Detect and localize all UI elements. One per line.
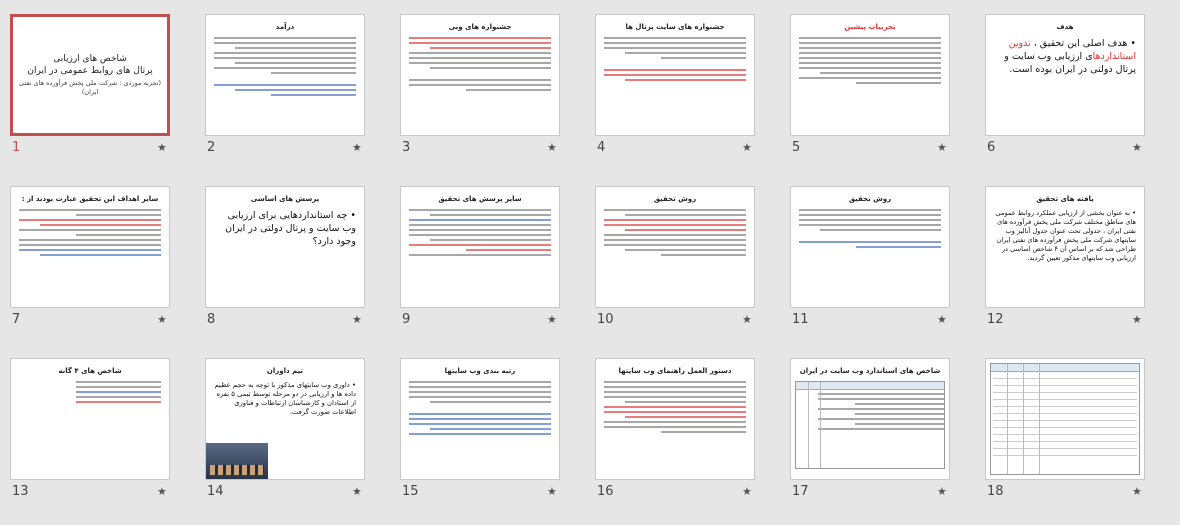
- star-icon: ★: [352, 485, 362, 498]
- analysis-table: [990, 363, 1140, 475]
- slide-cell[interactable]: [975, 172, 1142, 330]
- slide-number: 18: [987, 484, 1004, 499]
- star-icon: ★: [742, 141, 752, 154]
- star-icon: ★: [352, 313, 362, 326]
- slide-thumbnail-6[interactable]: [985, 14, 1145, 136]
- slide-title: هدف: [1056, 23, 1074, 31]
- cover-note: (تجربه موردی : شرکت ملی پخش فرآورده های نفتی ایران): [18, 78, 161, 96]
- slide-number: 16: [597, 484, 614, 499]
- star-icon: ★: [1132, 485, 1142, 498]
- slide-thumbnail-10[interactable]: [595, 186, 755, 308]
- slide-body: • داوری وب سایتهای مذکور با توجه به حجم عظیم داده ها و ارزیابی در دو مرحله توسط تیمی ۵ نفره از استادان و کارشناسان ارتباطات و فناوری اطلاعات صورت گرفت.: [214, 381, 356, 416]
- slide-thumbnail-13[interactable]: [10, 358, 170, 480]
- slide-thumbnail-16[interactable]: [595, 358, 755, 480]
- slide-thumbnail-14[interactable]: [205, 358, 365, 480]
- slide-title: روش تحقیق: [653, 195, 697, 203]
- star-icon: ★: [1132, 141, 1142, 154]
- slide-cell[interactable]: [390, 172, 557, 330]
- slide-number: 6: [987, 140, 996, 155]
- slide-thumbnail-8[interactable]: [205, 186, 365, 308]
- slide-cell[interactable]: [585, 0, 752, 158]
- slide-title: تجربیات پیشین: [844, 23, 896, 31]
- slide-cell[interactable]: [390, 344, 557, 502]
- slide-cell[interactable]: [780, 344, 947, 502]
- slide-thumbnail-12[interactable]: [985, 186, 1145, 308]
- star-icon: ★: [157, 313, 167, 326]
- slide-title: سایر اهداف این تحقیق عبارت بودند از :: [21, 195, 159, 203]
- slide-cell[interactable]: [195, 172, 362, 330]
- slide-title: درآمد: [275, 23, 295, 31]
- slide-thumbnail-5[interactable]: [790, 14, 950, 136]
- star-icon: ★: [937, 313, 947, 326]
- standards-table: [795, 381, 945, 469]
- slide-cell[interactable]: [195, 344, 362, 502]
- star-icon: ★: [937, 485, 947, 498]
- slide-cell[interactable]: [195, 0, 362, 158]
- slide-thumbnail-7[interactable]: [10, 186, 170, 308]
- slide-cell[interactable]: [390, 0, 557, 158]
- slide-number: 8: [207, 312, 216, 327]
- slide-cell[interactable]: [975, 0, 1142, 158]
- star-icon: ★: [1132, 313, 1142, 326]
- slide-thumbnail-4[interactable]: [595, 14, 755, 136]
- slide-number: 5: [792, 140, 801, 155]
- slide-body: • به عنوان بخشی از ارزیابی عملکرد روابط عمومی های مناطق مختلف شرکت ملی پخش فرآورده های نفتی ایران ، جدولی تحت عنوان جدول آنالیز وب سایتهای شرکت ملی پخش فرآورده های نفتی ایران طراحی شد که بر اساس آن ۴ شاخص اساسی در ارزیابی وب سایتهای مذکور تعیین گردید.: [995, 209, 1136, 262]
- slide-title: تیم داوران: [266, 367, 304, 375]
- slide-title: یافته های تحقیق: [1036, 195, 1094, 203]
- star-icon: ★: [547, 141, 557, 154]
- cover-title: شاخص های ارزیابی: [53, 53, 127, 64]
- jury-photo: [206, 443, 268, 479]
- slide-title: دستور العمل راهنمای وب سایتها: [618, 367, 732, 375]
- cover-subtitle: پرتال های روابط عمومی در ایران: [27, 65, 153, 76]
- slide-number: 15: [402, 484, 419, 499]
- slide-cell[interactable]: [780, 172, 947, 330]
- slide-title: جشنواره های وبی: [448, 23, 512, 31]
- slide-body: • هدف اصلی این تحقیق ، تدوین استانداردهای ارزیابی وب سایت و پرتال دولتی در ایران بوده است.: [1004, 38, 1136, 75]
- slide-cell[interactable]: [975, 344, 1142, 502]
- star-icon: ★: [547, 485, 557, 498]
- star-icon: ★: [547, 313, 557, 326]
- slide-cell[interactable]: [585, 344, 752, 502]
- slide-number: 3: [402, 140, 411, 155]
- star-icon: ★: [352, 141, 362, 154]
- star-icon: ★: [937, 141, 947, 154]
- slide-number: 11: [792, 312, 809, 327]
- slide-title: جشنواره های سایت پرتال ها: [625, 23, 725, 31]
- slide-title: سایر پرسش های تحقیق: [438, 195, 522, 203]
- star-icon: ★: [157, 485, 167, 498]
- star-icon: ★: [742, 313, 752, 326]
- slide-number: 13: [12, 484, 29, 499]
- slide-body: • چه استانداردهایی برای ارزیابی وب سایت و پرتال دولتی در ایران وجود دارد؟: [225, 210, 356, 247]
- slide-number: 10: [597, 312, 614, 327]
- slide-cell[interactable]: [0, 172, 167, 330]
- slide-cell[interactable]: [780, 0, 947, 158]
- slide-cell[interactable]: [585, 172, 752, 330]
- slide-title: شاخص های استاندارد وب سایت در ایران: [799, 367, 941, 375]
- slide-number: 9: [402, 312, 411, 327]
- slide-number: 7: [12, 312, 21, 327]
- slide-number: 14: [207, 484, 224, 499]
- slide-thumbnail-17[interactable]: [790, 358, 950, 480]
- slide-title: رتبه بندی وب سایتها: [444, 367, 516, 375]
- slide-cell[interactable]: [0, 0, 167, 158]
- slide-title: شاخص های ۴ گانه: [58, 367, 122, 375]
- slide-thumbnail-11[interactable]: [790, 186, 950, 308]
- star-icon: ★: [742, 485, 752, 498]
- slide-number: 12: [987, 312, 1004, 327]
- slide-title: پرسش های اساسی: [250, 195, 320, 203]
- slide-number: 2: [207, 140, 216, 155]
- slide-number: 1: [12, 140, 21, 155]
- slide-thumbnail-9[interactable]: [400, 186, 560, 308]
- slide-thumbnail-18[interactable]: [985, 358, 1145, 480]
- slide-title: روش تحقیق: [848, 195, 892, 203]
- star-icon: ★: [157, 141, 167, 154]
- slide-thumbnail-1[interactable]: [10, 14, 170, 136]
- slide-thumbnail-3[interactable]: [400, 14, 560, 136]
- slide-number: 17: [792, 484, 809, 499]
- slide-thumbnail-15[interactable]: [400, 358, 560, 480]
- slide-number: 4: [597, 140, 606, 155]
- slide-thumbnail-2[interactable]: [205, 14, 365, 136]
- slide-cell[interactable]: [0, 344, 167, 502]
